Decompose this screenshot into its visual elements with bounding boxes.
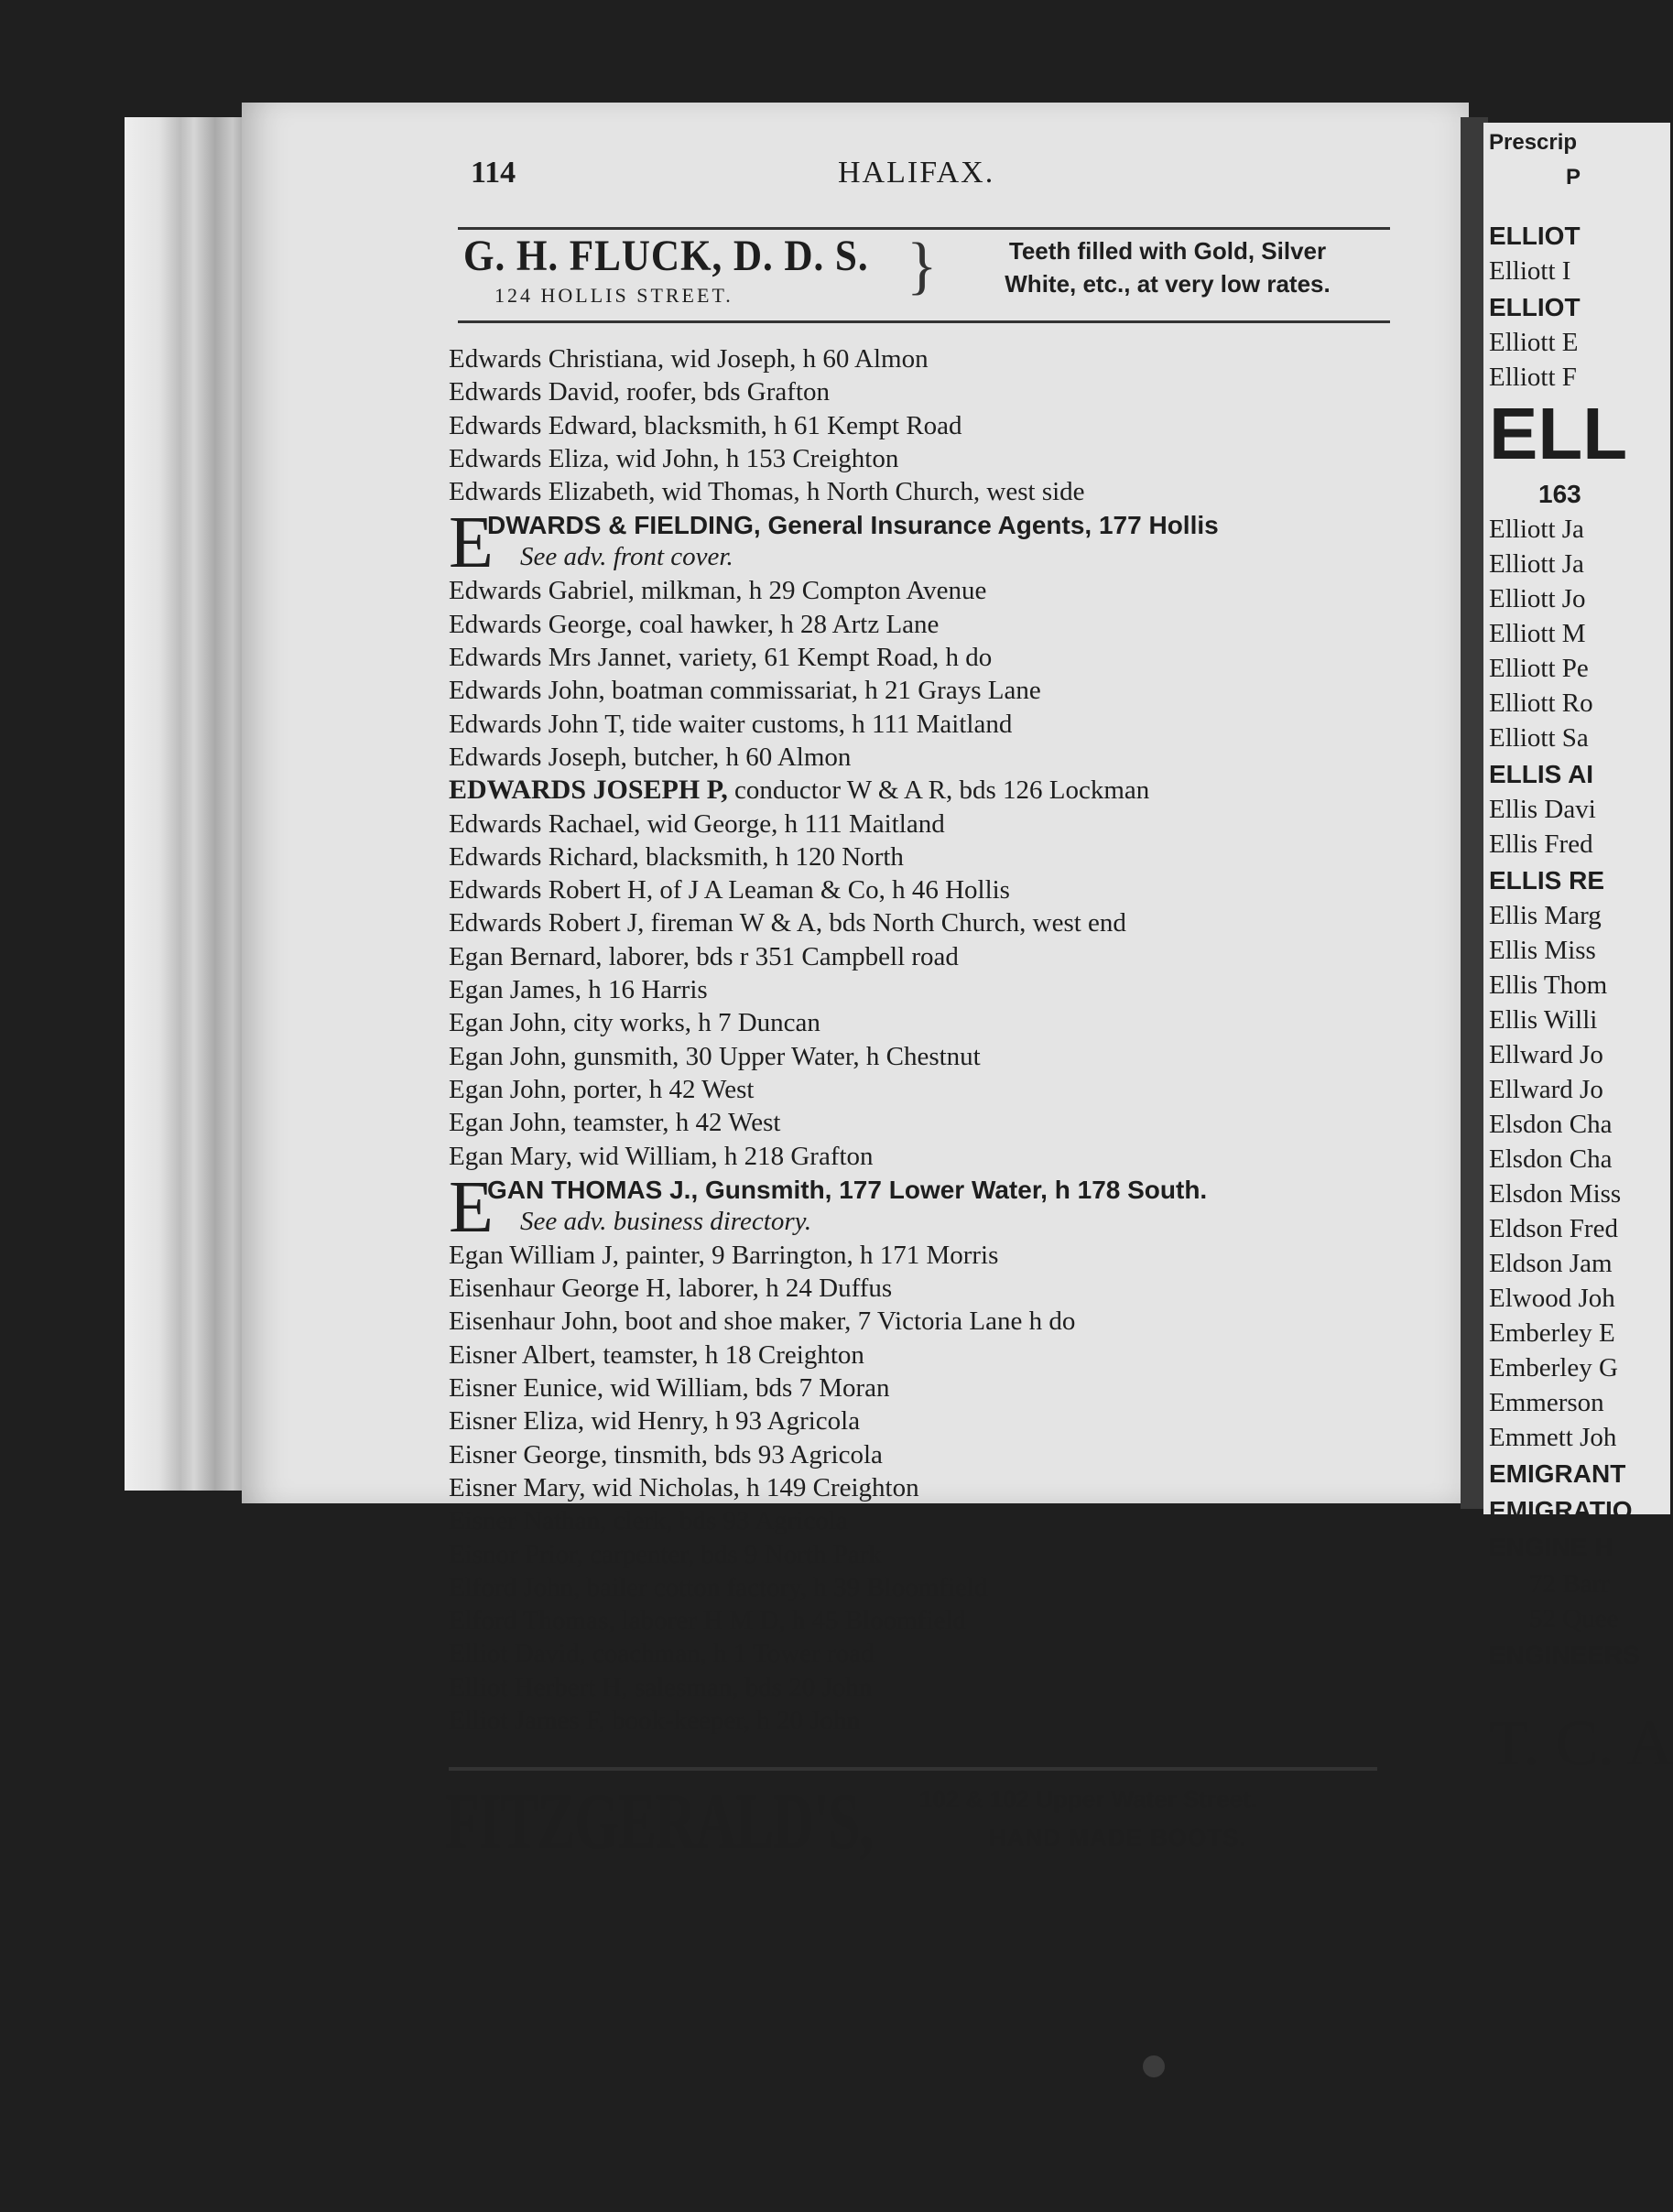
directory-entry: Edwards John, boatman commissariat, h 21 Grays Lane bbox=[449, 676, 1041, 706]
facing-page-line: Ellis Thom bbox=[1489, 970, 1608, 1000]
facing-page-line: ELLIS AI bbox=[1489, 760, 1594, 788]
directory-entry: Edwards Robert H, of J A Leaman & Co, h 46 Hollis bbox=[449, 875, 1010, 905]
facing-page-line: Elsdon Cha bbox=[1489, 1144, 1613, 1174]
footer-ad-address: 102 & 102 Upper Water Street. bbox=[919, 1785, 1257, 1813]
facing-page-line: ELL bbox=[1489, 393, 1628, 474]
facing-page-line: Elliott Pe bbox=[1489, 654, 1589, 683]
facing-page-line: T. C. A bbox=[1489, 1708, 1673, 1779]
entry-note: See adv. business directory. bbox=[520, 1206, 812, 1236]
facing-page-line: Elwood Joh bbox=[1489, 1284, 1615, 1313]
directory-entry: Eisner Eliza, wid Henry, h 93 Agricola bbox=[449, 1406, 861, 1437]
ad-slogan-line-2: White, etc., at very low rates. bbox=[1005, 270, 1331, 298]
facing-page-line: Eldson Jam bbox=[1489, 1249, 1613, 1278]
facing-page-line: Elliott Ja bbox=[1489, 549, 1584, 579]
facing-page-line: Elsdon Miss bbox=[1489, 1179, 1622, 1209]
top-ad-rule-upper bbox=[458, 227, 1390, 230]
entry-main-line bbox=[487, 508, 1465, 541]
directory-entry bbox=[449, 1166, 1465, 1248]
directory-entry: Eisner Albert, teamster, h 18 Creighton bbox=[449, 1339, 864, 1370]
top-advertisement bbox=[458, 231, 1385, 311]
directory-entry: Edwards Gabriel, milkman, h 29 Compton Avenue bbox=[449, 576, 987, 606]
entry-bold-name: EDWARDS JOSEPH P, bbox=[449, 775, 728, 806]
facing-page-line: Eldson Fred bbox=[1489, 1214, 1618, 1243]
facing-page-line: ELLIOT bbox=[1489, 222, 1581, 250]
directory-entry: Egan John, gunsmith, 30 Upper Water, h Chestnut bbox=[449, 1041, 981, 1071]
directory-entry: Edwards Eliza, wid John, h 153 Creighton bbox=[449, 443, 899, 473]
directory-entry: Edwards Rachael, wid George, h 111 Maitland bbox=[449, 808, 945, 839]
directory-entry: Eisner Mary, wid Nicholas, h 149 Creighton bbox=[449, 1472, 919, 1502]
facing-page-line: 72 Barr bbox=[1529, 1569, 1610, 1599]
facing-page-line: 52 Quee bbox=[1529, 1604, 1619, 1633]
directory-entry bbox=[449, 774, 1465, 807]
facing-page-line: ELLIOT bbox=[1489, 293, 1581, 321]
ad-name: G. H. FLUCK, D. D. S. bbox=[463, 232, 869, 280]
facing-page-line: 163 bbox=[1538, 480, 1581, 508]
facing-page-line: P bbox=[1566, 165, 1581, 190]
footer-ad-product: HAND MADE BOOTS. bbox=[989, 1824, 1247, 1851]
facing-page-line: ENGINEERS bbox=[1489, 1641, 1640, 1669]
ad-brace: } bbox=[907, 231, 938, 301]
directory-entry: Eisnor Prior, carpenter, bds 9 North Park bbox=[449, 1539, 882, 1569]
directory-entry: Elliot James F, book-keeper, h 20 John bbox=[449, 1705, 861, 1735]
entry-bold-name: DWARDS & FIELDING, bbox=[487, 511, 761, 540]
facing-page-line: Ellward Jo bbox=[1489, 1040, 1603, 1069]
facing-page-line: Ellis Davi bbox=[1489, 795, 1596, 824]
top-ad-rule-lower bbox=[458, 320, 1390, 323]
directory-entry: Eisner Eunice, wid William, bds 7 Moran bbox=[449, 1373, 890, 1404]
scan-smudge bbox=[1143, 2055, 1165, 2077]
entry-detail: conductor W & A R, bds 126 Lockman bbox=[727, 775, 1150, 806]
ad-slogan-line-1: Teeth filled with Gold, Silver bbox=[1008, 237, 1327, 265]
facing-page-line: Elliott E bbox=[1489, 328, 1579, 357]
entry-detail: General Insurance Agents, 177 Hollis bbox=[760, 511, 1219, 540]
directory-entry: Edwards David, roofer, bds Grafton bbox=[449, 377, 830, 407]
directory-entry: Edwards Robert J, fireman W & A, bds North Church, west end bbox=[449, 908, 1126, 938]
facing-page-line: Ellward Jo bbox=[1489, 1075, 1603, 1104]
footer-ad-name: FITZGERALD'S, bbox=[445, 1777, 874, 1865]
facing-page-line: Elliott F bbox=[1489, 363, 1577, 392]
facing-page-line: ENGINE H bbox=[1489, 1533, 1613, 1561]
entry-note: See adv. front cover. bbox=[520, 542, 733, 572]
directory-entry: Egan James, h 16 Harris bbox=[449, 975, 708, 1005]
facing-page-line: Elliott Ja bbox=[1489, 515, 1584, 544]
facing-page-line: Elliott M bbox=[1489, 619, 1586, 648]
facing-page-line: Elsdon Cha bbox=[1489, 1110, 1613, 1139]
directory-entry: Eisenhaur John, boot and shoe maker, 7 Victoria Lane h do bbox=[449, 1307, 1076, 1337]
facing-page bbox=[1483, 123, 1673, 1779]
facing-page-line: Ellis Miss bbox=[1489, 936, 1596, 965]
ad-address: 124 HOLLIS STREET. bbox=[494, 284, 733, 307]
directory-entry: Egan William J, painter, 9 Barrington, h 171 Morris bbox=[449, 1240, 999, 1270]
directory-entry: Egan John, city works, h 7 Duncan bbox=[449, 1008, 820, 1038]
running-head: HALIFAX. bbox=[838, 156, 995, 190]
directory-entry: Elford John, bailer cotton factory, h 39 Bloomfield bbox=[449, 1572, 988, 1602]
directory-entry: Edwards John T, tide waiter customs, h 111 Maitland bbox=[449, 709, 1013, 739]
entry-detail: h 178 South. bbox=[1047, 1175, 1208, 1204]
directory-entry: Eisner Nathan, clerk, bds 93 Agricola bbox=[449, 1506, 848, 1536]
ad-slogan bbox=[943, 234, 1392, 300]
directory-entry: Egan John, teamster, h 42 West bbox=[449, 1108, 781, 1138]
directory-entry: Egan Bernard, laborer, bds r 351 Campbell road bbox=[449, 941, 959, 971]
facing-page-line: Emmerson bbox=[1489, 1388, 1604, 1417]
directory-entry: Edwards Elizabeth, wid Thomas, h North Church, west side bbox=[449, 477, 1085, 507]
drop-cap-letter: E bbox=[449, 1166, 494, 1248]
footer-advertisement bbox=[445, 1778, 1383, 1879]
facing-page-line: Ellis Fred bbox=[1489, 830, 1593, 859]
facing-page-line: Prescrip bbox=[1489, 130, 1578, 155]
facing-page-line: EMIGRANT bbox=[1489, 1459, 1626, 1488]
facing-page-line: Ellis Marg bbox=[1489, 901, 1602, 930]
directory-entry: Edwards Christiana, wid Joseph, h 60 Almon bbox=[449, 344, 929, 374]
facing-page-line: Emberley E bbox=[1489, 1318, 1615, 1348]
directory-entry: Edwards Joseph, butcher, h 60 Almon bbox=[449, 742, 852, 772]
directory-entries bbox=[449, 342, 1465, 1737]
entry-bold-name: GAN THOMAS J., Gunsmith, 177 Lower Water, bbox=[487, 1175, 1048, 1204]
directory-entry: Edwards Edward, blacksmith, h 61 Kempt Road bbox=[449, 410, 962, 440]
directory-entry bbox=[449, 503, 1465, 584]
facing-page-line: Elliott Jo bbox=[1489, 584, 1586, 613]
directory-entry: Egan John, porter, h 42 West bbox=[449, 1074, 755, 1104]
page-number: 114 bbox=[471, 156, 516, 190]
facing-page-line: ELLIS RE bbox=[1489, 866, 1605, 895]
directory-entry: Elford Thomas, laborer H M D, h 45 Bloomfield bbox=[449, 1606, 966, 1636]
directory-entry: Eisenhaur George H, laborer, h 24 Duffus bbox=[449, 1274, 893, 1304]
facing-page-line: Ellis Willi bbox=[1489, 1005, 1598, 1035]
directory-entry: Egan Mary, wid William, h 218 Grafton bbox=[449, 1141, 874, 1171]
directory-entry: Elliot David, coachman, h 1 Tower road bbox=[449, 1639, 875, 1669]
directory-entry: Edwards George, coal hawker, h 28 Artz Lane bbox=[449, 609, 940, 639]
drop-cap-letter: E bbox=[449, 503, 494, 584]
facing-page-line: Elliott Ro bbox=[1489, 689, 1593, 718]
directory-entry: Edwards Mrs Jannet, variety, 61 Kempt Road, h do bbox=[449, 643, 993, 673]
directory-entry: Eisner George, tinsmith, bds 93 Agricola bbox=[449, 1439, 883, 1469]
facing-page-line: Elliott Sa bbox=[1489, 723, 1589, 753]
directory-entry: Elliot Herbert H, salesman, bds 20 John bbox=[449, 1672, 873, 1702]
footer-ad-rule bbox=[449, 1767, 1377, 1771]
directory-entry: Edwards Richard, blacksmith, h 120 North bbox=[449, 841, 904, 872]
facing-page-line: EMIGRATIO bbox=[1489, 1496, 1633, 1524]
facing-page-line: Elliott I bbox=[1489, 256, 1571, 286]
facing-page-line: Emberley G bbox=[1489, 1353, 1618, 1382]
facing-page-line: Emmett Joh bbox=[1489, 1423, 1617, 1452]
entry-main-line bbox=[487, 1173, 1465, 1206]
